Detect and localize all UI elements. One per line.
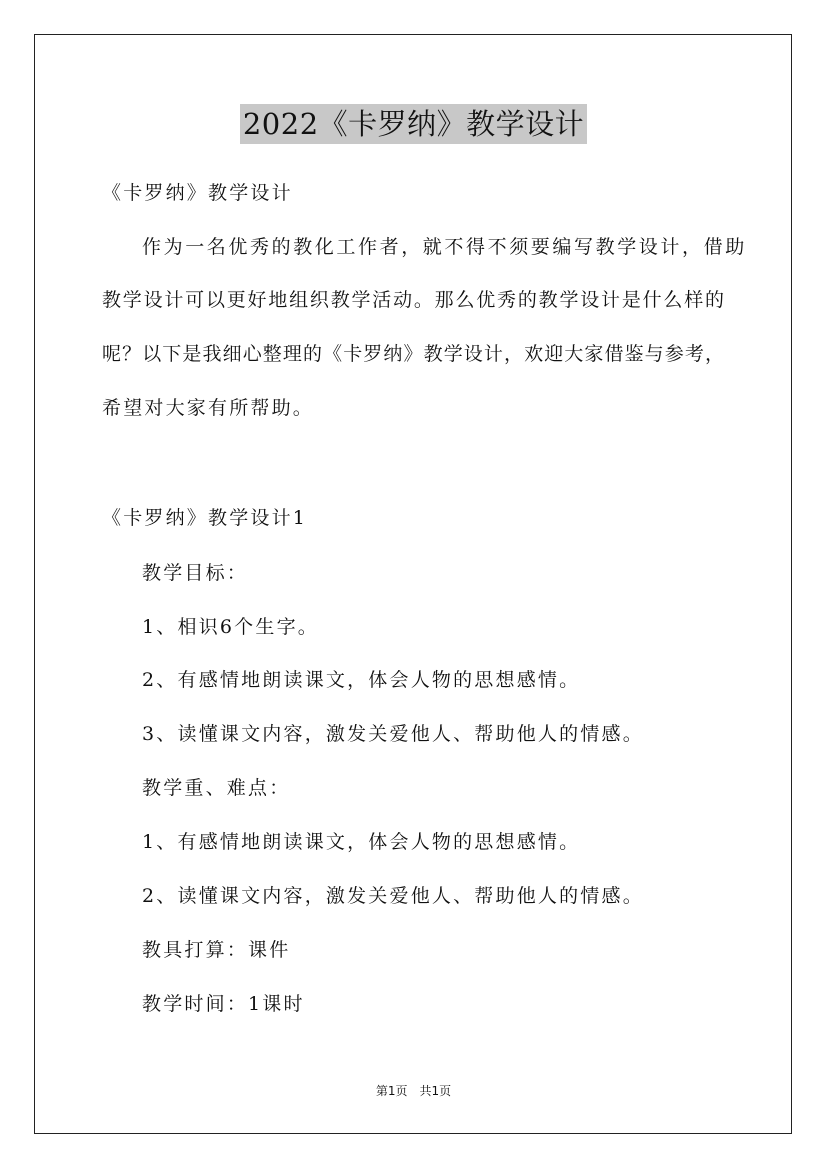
intro-line-4: 希望对大家有所帮助。 [102,397,315,419]
intro-line-1: 作为一名优秀的教化工作者，就不得不须要编写教学设计，借助 [142,236,747,258]
intro-line-3: 呢？以下是我细心整理的《卡罗纳》教学设计，欢迎大家借鉴与参考， [102,343,724,365]
list-item: 3、读懂课文内容，激发关爱他人、帮助他人的情感。 [142,723,644,745]
list-item: 教学时间：1课时 [142,993,305,1015]
list-item: 教学重、难点： [142,777,291,799]
title-container [0,104,827,144]
list-item: 1、有感情地朗读课文，体会人物的思想感情。 [142,831,581,853]
section-heading: 《卡罗纳》教学设计1 [102,507,308,529]
document-subtitle: 《卡罗纳》教学设计 [102,182,293,204]
document-title: 2022《卡罗纳》教学设计 [240,104,587,144]
intro-line-2: 教学设计可以更好地组织教学活动。那么优秀的教学设计是什么样的 [102,289,724,311]
list-item: 教学目标： [142,562,249,584]
list-item: 1、相识6个生字。 [142,616,319,638]
list-item: 2、有感情地朗读课文，体会人物的思想感情。 [142,669,581,691]
list-item: 2、读懂课文内容，激发关爱他人、帮助他人的情感。 [142,885,644,907]
page-number: 第1页 共1页 [375,1084,452,1098]
list-item: 教具打算：课件 [142,939,291,961]
